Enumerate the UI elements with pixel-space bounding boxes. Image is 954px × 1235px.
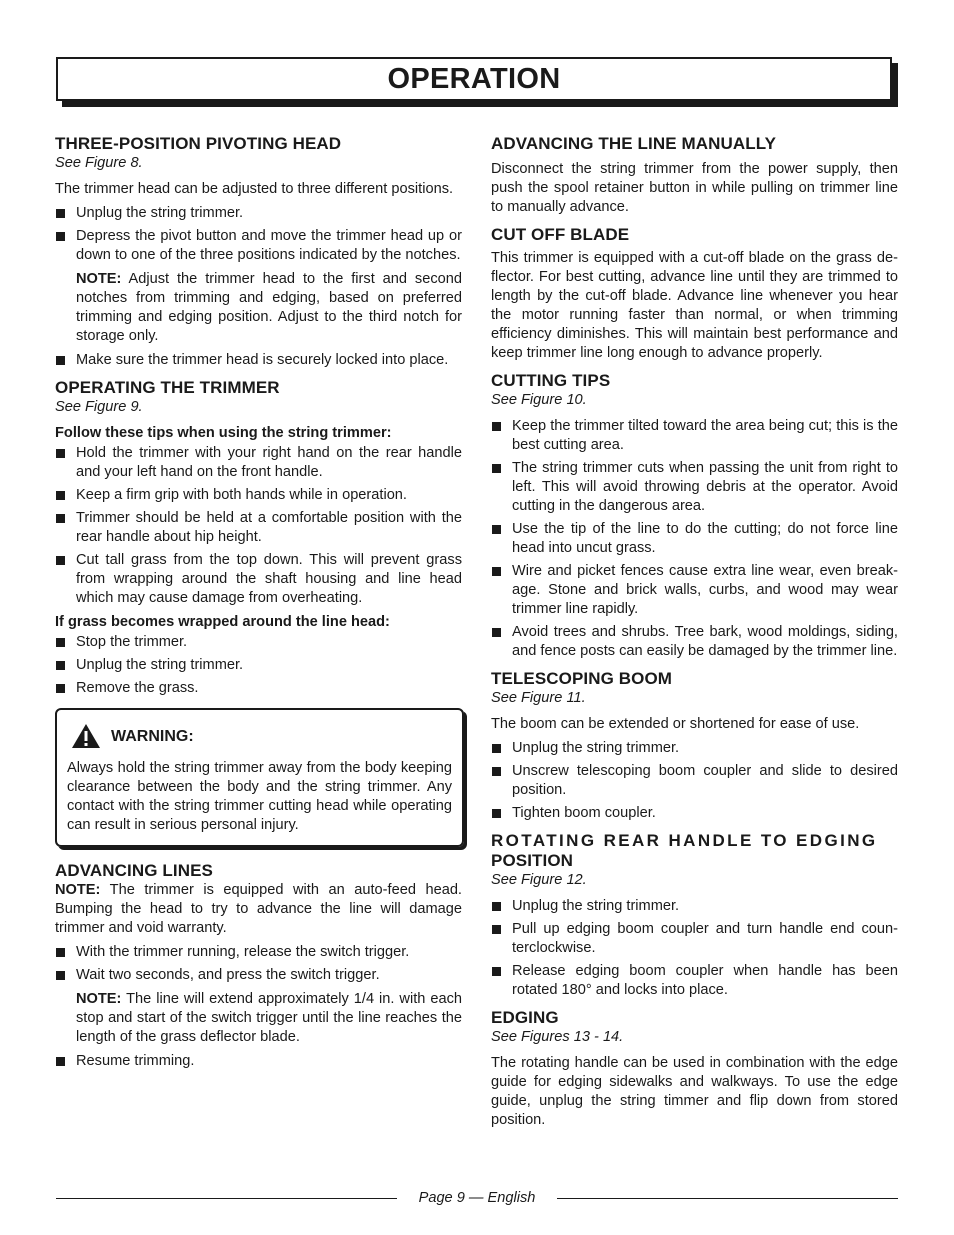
section-heading: CUTTING TIPS <box>491 371 611 390</box>
section-telescoping-boom <box>491 669 898 823</box>
list-item: Keep the trimmer tilted toward the area being cut; this is the best cutting area. <box>491 417 898 455</box>
bullet-list <box>491 739 898 823</box>
list-item: Remove the grass. <box>55 679 462 698</box>
list-item: Stop the trimmer. <box>55 633 462 652</box>
section-heading: OPERATING THE TRIMMER <box>55 378 280 397</box>
section-cutting-tips <box>491 371 898 661</box>
warning-triangle-icon <box>71 723 101 749</box>
heading-line: ROTATING REAR HANDLE TO EDGING <box>491 831 878 850</box>
section-rotating-handle <box>491 831 898 1000</box>
list-item: Tighten boom coupler. <box>491 804 898 823</box>
page-footer <box>56 1188 898 1208</box>
note <box>55 990 462 1047</box>
warning-box <box>55 708 464 847</box>
list-item: Unplug the string trimmer. <box>55 656 462 675</box>
section-operating <box>55 378 462 698</box>
list-item: Wire and picket fences cause extra line wear, even breakage. Stone and brick walls, curbs, and wood may wear trimmer line rapidly. <box>491 562 898 619</box>
list-item: Keep a firm grip with both hands while in operation. <box>55 486 462 505</box>
paragraph: Disconnect the string trimmer from the power supply, then push the spool retainer button in while pulling on trimmer line to manually advance. <box>491 161 898 215</box>
paragraph: The trimmer head can be adjusted to three different positions. <box>55 181 454 197</box>
note-text: The trimmer is equipped with an auto-feed head. Bumping the head to try to advance the line will damage trimmer and void warranty. <box>55 882 462 936</box>
figure-reference: See Figure 12. <box>491 872 587 888</box>
figure-reference: See Figure 8. <box>55 155 143 171</box>
subheading: If grass becomes wrapped around the line head: <box>55 614 390 630</box>
bullet-list <box>55 633 462 698</box>
section-edging <box>491 1008 898 1130</box>
warning-text: Always hold the string trimmer away from the body keeping clearance between the body and the string trimmer. Any contact with the string trimmer cutting head while operating can result in serious personal injury. <box>67 760 452 833</box>
section-heading: CUT OFF BLADE <box>491 225 630 244</box>
bullet-list <box>491 897 898 1000</box>
list-item: The string trimmer cuts when passing the unit from right to left. This will avoid throwing debris at the operator. Avoid cutting in the dangerous area. <box>491 459 898 516</box>
note-label: NOTE: <box>76 991 122 1007</box>
note-text: Adjust the trimmer head to the first and second notches from trimming and edging, based on preferred trimming and edging position. Adjust to the third notch for storage only. <box>76 271 462 344</box>
title-box <box>56 57 892 101</box>
note-text: The line will extend approximately 1/4 in. with each stop and start of the switch trigger until the line reaches the length of the grass deflector blade. <box>76 991 462 1045</box>
bullet-list <box>55 1052 462 1071</box>
figure-reference: See Figure 11. <box>491 690 586 706</box>
page-title: OPERATION <box>387 62 561 95</box>
note-label: NOTE: <box>76 271 122 287</box>
section-heading: ADVANCING THE LINE MANUALLY <box>491 134 777 153</box>
bullet-list <box>491 417 898 661</box>
left-column <box>55 134 462 1076</box>
section-heading: ADVANCING LINES <box>55 861 213 880</box>
list-item: Pull up edging boom coupler and turn handle end counterclockwise. <box>491 920 898 958</box>
list-item: With the trimmer running, release the switch trigger. <box>55 943 462 962</box>
heading-line: POSITION <box>491 851 574 870</box>
paragraph: This trimmer is equipped with a cut-off blade on the grass deflector. For best cutting, advance line until they are trimmed to length by the cut-off blade. Advance line whenever you hear the motor running faster than normal, or when trimming efficiency diminishes. This will maintain best performance and keep trimmer line long enough to advance properly. <box>491 250 898 361</box>
note <box>55 270 462 346</box>
section-heading: EDGING <box>491 1008 559 1027</box>
section-heading: THREE-POSITION PIVOTING HEAD <box>55 134 342 153</box>
section-heading: TELESCOPING BOOM <box>491 669 673 688</box>
figure-reference: See Figure 10. <box>491 392 587 408</box>
note <box>55 881 462 938</box>
note-label: NOTE: <box>55 882 101 898</box>
list-item: Wait two seconds, and press the switch trigger. <box>55 966 462 985</box>
warning-header <box>67 723 452 749</box>
footer-rule-right <box>557 1198 898 1199</box>
list-item: Release edging boom coupler when handle has been rotated 180° and locks into place. <box>491 962 898 1000</box>
list-item: Hold the trimmer with your right hand on the rear handle and your left hand on the front handle. <box>55 444 462 482</box>
section-advancing-manually <box>491 134 898 217</box>
subheading: Follow these tips when using the string trimmer: <box>55 425 392 441</box>
list-item: Use the tip of the line to do the cutting; do not force line head into uncut grass. <box>491 520 898 558</box>
list-item: Cut tall grass from the top down. This will prevent grass from wrapping around the shaft housing and line head which may cause damage from overheating. <box>55 551 462 608</box>
list-item: Unplug the string trimmer. <box>491 739 898 758</box>
paragraph: The boom can be extended or shortened for ease of use. <box>491 716 860 732</box>
page-number: Page 9 — English <box>418 1190 536 1206</box>
list-item: Make sure the trimmer head is securely locked into place. <box>55 351 462 370</box>
section-cut-off-blade <box>491 225 898 363</box>
right-column <box>491 134 898 1135</box>
list-item: Depress the pivot button and move the trimmer head up or down to one of the three positions indicated by the notches. <box>55 227 462 265</box>
footer-rule-left <box>56 1198 397 1199</box>
list-item: Resume trimming. <box>55 1052 462 1071</box>
paragraph: The rotating handle can be used in combination with the edge guide for edging sidewalks and walkways. To use the edge guide, unplug the string timmer and flip down from stored position. <box>491 1055 898 1128</box>
bullet-list <box>55 204 462 265</box>
list-item: Trimmer should be held at a comfortable position with the rear handle about hip height. <box>55 509 462 547</box>
list-item: Unplug the string trimmer. <box>55 204 462 223</box>
list-item: Avoid trees and shrubs. Tree bark, wood moldings, siding, and fence posts can easily be damaged by the trimmer line. <box>491 623 898 661</box>
section-pivoting-head <box>55 134 462 370</box>
bullet-list <box>55 351 462 370</box>
bullet-list <box>55 943 462 985</box>
list-item: Unplug the string trimmer. <box>491 897 898 916</box>
section-heading <box>491 831 898 871</box>
warning-label: WARNING: <box>111 727 194 745</box>
list-item: Unscrew telescoping boom coupler and slide to desired position. <box>491 762 898 800</box>
figure-reference: See Figure 9. <box>55 399 143 415</box>
bullet-list <box>55 444 462 608</box>
figure-reference: See Figures 13 - 14. <box>491 1029 624 1045</box>
section-advancing-lines <box>55 861 462 1071</box>
